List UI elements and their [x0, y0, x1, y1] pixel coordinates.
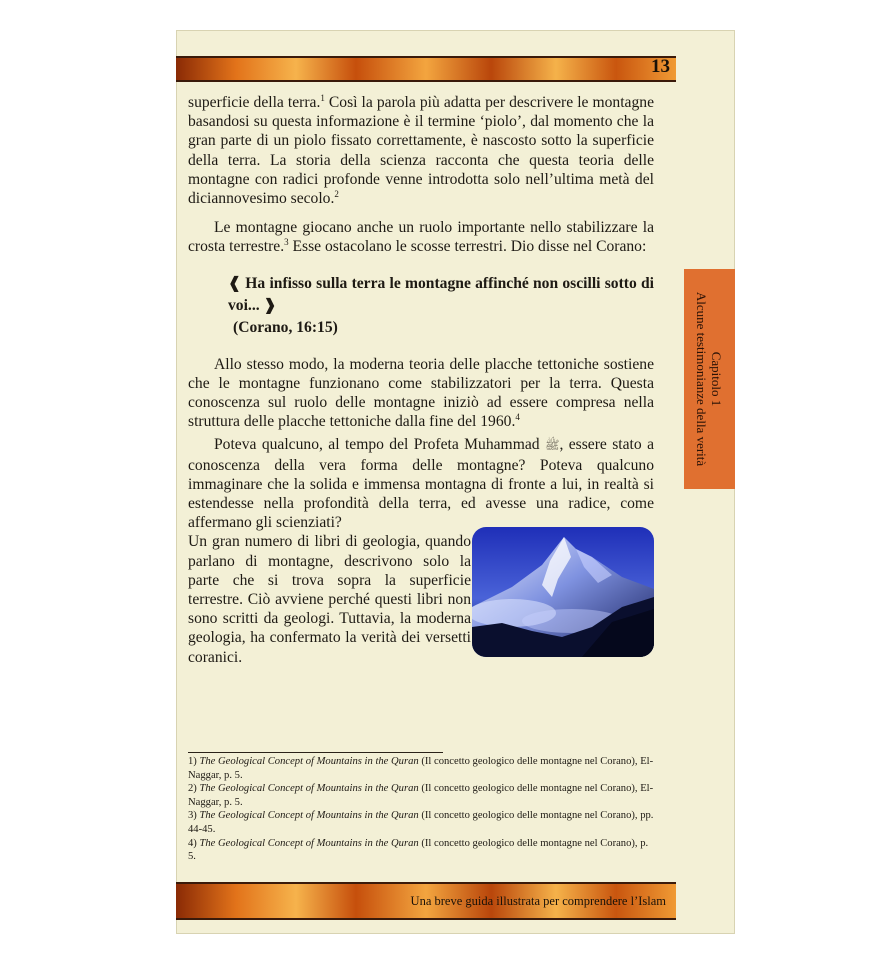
verse-reference: (Corano, 16:15): [233, 318, 338, 336]
footnote-divider: [188, 752, 443, 753]
p2-text-2: Esse ostacolano le scosse terrestri. Dio disse nel Corano:: [288, 238, 647, 256]
footnote-4: 4) The Geological Concept of Mountains in the Quran (Il concetto geologico delle montagne nel Corano), p. 5.: [188, 837, 649, 863]
footnote-ref-4[interactable]: 4: [515, 412, 520, 423]
verse-close-bracket: ❱: [263, 296, 277, 314]
footnote-ref-2[interactable]: 2: [334, 188, 339, 199]
footnote-2: 2) The Geological Concept of Mountains in the Quran (Il concetto geologico delle montagne nel Corano), El-Naggar, p. 5.: [188, 783, 654, 808]
mountain-photo: [472, 527, 654, 657]
footnotes: [188, 755, 658, 864]
p2-text: Le montagne giocano anche un ruolo importante nello stabilizzare la crosta terrestre.: [188, 219, 654, 256]
paragraph-2: [188, 218, 654, 256]
footer-text: Una breve guida illustrata per comprendere l’Islam: [410, 894, 666, 908]
verse-open-bracket: ❰: [228, 274, 242, 292]
honorific-symbol: ﷺ: [544, 438, 560, 453]
paragraph-3: [188, 355, 654, 432]
p4-text-3: Un gran numero di libri di geologia, quando parlano di montagne, descrivono solo la parte che si trova sopra la superficie terrestre. Ciò avviene perché questi libri non sono scritti da geologi. Tuttavia, la moderna geologia, ha confermato la verità dei versetti coranici.: [188, 533, 471, 666]
p1-text-2: Così la parola più adatta per descrivere le montagne basandosi su questa informazione è il termine ‘piolo’, dal momento che la gran parte di un piolo fissato correttamente, è nascosto sotto la superficie della terra. La storia della scienza racconta che questa teoria delle montagne con radici profonde venne introdotta solo nell’ultima metà del diciannovesimo secolo.: [188, 94, 654, 208]
footnote-3: 3) The Geological Concept of Mountains in the Quran (Il concetto geologico delle montagne nel Corano), pp. 44-45.: [188, 810, 654, 835]
quran-verse: [228, 273, 654, 339]
paragraph-4-continued: [188, 532, 471, 666]
p1-text: superficie della terra.: [188, 94, 321, 111]
footer-band: [176, 882, 676, 920]
footnote-1: 1) The Geological Concept of Mountains in the Quran (Il concetto geologico delle montagne nel Corano), El-Naggar, p. 5.: [188, 756, 654, 781]
chapter-title: Alcune testimonianze della verità: [694, 291, 709, 467]
book-page: [176, 30, 735, 934]
p4-text-2: , essere stato a conoscenza della vera forma delle montagne? Poteva qualcuno immaginare che la solida e immensa montagna di fronte a lui, in realtà si estendesse nella profondità della terra, ed avesse una radice, come affermano gli scienziati?: [188, 436, 654, 532]
footnote-ref-3[interactable]: 3: [284, 237, 289, 248]
chapter-side-tab[interactable]: [684, 269, 735, 489]
chapter-tab-label: [694, 292, 724, 466]
paragraph-1: [188, 93, 654, 208]
p3-text: Allo stesso modo, la moderna teoria delle placche tettoniche sostiene che le montagne funzionano come stabilizzatori per la terra. Questa conoscenza sul ruolo delle montagne iniziò ad essere compresa nella struttura delle placche tettoniche dalla fine del 1960.: [188, 355, 654, 431]
header-band: [176, 56, 676, 82]
page-number: 13: [651, 56, 670, 77]
verse-text: Ha infisso sulla terra le montagne affinché non oscilli sotto di voi...: [228, 274, 654, 314]
chapter-number: Capitolo 1: [709, 351, 724, 407]
p4-text: Poteva qualcuno, al tempo del Profeta Muhammad: [214, 436, 545, 454]
footnote-ref-1[interactable]: 1: [320, 92, 325, 103]
paragraph-4: [188, 435, 654, 532]
